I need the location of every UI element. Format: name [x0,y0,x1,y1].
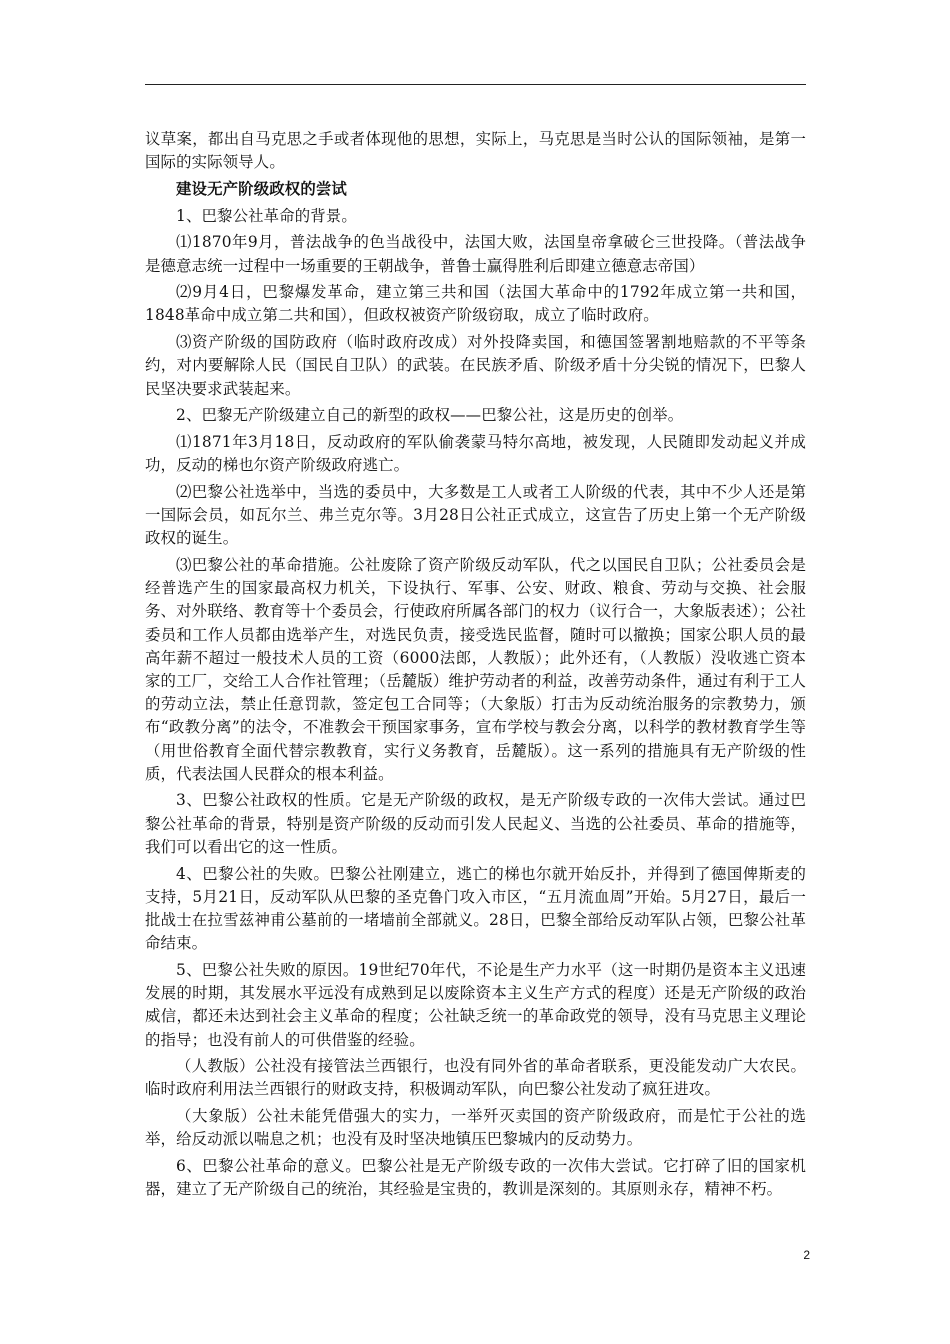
document-body [145,128,806,1205]
paragraph: ⑴1870年9月，普法战争的色当战役中，法国大败，法国皇帝拿破仑三世投降。（普法战争是德意志统一过程中一场重要的王朝战争，普鲁士赢得胜利后即建立德意志帝国） [145,233,806,275]
paragraph: 2、巴黎无产阶级建立自己的新型的政权——巴黎公社，这是历史的创举。 [176,406,684,425]
page-number: 2 [803,1248,810,1262]
paragraph-continuation: 议草案，都出自马克思之手或者体现他的思想，实际上，马克思是当时公认的国际领袖，是第一国际的实际领导人。 [145,130,806,172]
paragraph: （大象版）公社未能凭借强大的实力，一举歼灭卖国的资产阶级政府，而是忙于公社的选举，给反动派以喘息之机；也没有及时坚决地镇压巴黎城内的反动势力。 [145,1107,806,1149]
paragraph: 1、巴黎公社革命的背景。 [176,206,357,225]
paragraph: 4、巴黎公社的失败。巴黎公社刚建立，逃亡的梯也尔就开始反扑，并得到了德国俾斯麦的支持，5月21日，反动军队从巴黎的圣克鲁门攻入市区，“五月流血周”开始。5月27日，最后一批战士在拉雪兹神甫公墓前的一堵墙前全部就义。28日，巴黎全部给反动军队占领，巴黎公社革命结束。 [145,864,806,953]
paragraph: ⑶资产阶级的国防政府（临时政府改成）对外投降卖国，和德国签署割地赔款的不平等条约，对内要解除人民（国民自卫队）的武装。在民族矛盾、阶级矛盾十分尖锐的情况下，巴黎人民坚决要求武装起来。 [145,333,806,398]
paragraph: 3、巴黎公社政权的性质。它是无产阶级的政权，是无产阶级专政的一次伟大尝试。通过巴黎公社革命的背景，特别是资产阶级的反动而引发人民起义、当选的公社委员、革命的措施等，我们可以看出它的这一性质。 [145,791,806,856]
paragraph: ⑵9月4日，巴黎爆发革命，建立第三共和国（法国大革命中的1792年成立第一共和国，1848革命中成立第二共和国），但政权被资产阶级窃取，成立了临时政府。 [145,283,806,325]
section-heading: 建设无产阶级政权的尝试 [176,179,347,198]
paragraph: ⑶巴黎公社的革命措施。公社废除了资产阶级反动军队，代之以国民自卫队；公社委员会是经普选产生的国家最高权力机关，下设执行、军事、公安、财政、粮食、劳动与交换、社会服务、对外联络、教育等十个委员会，行使政府所属各部门的权力（议行合一，大象版表述）；公社委员和工作人员都由选举产生，对选民负责，接受选民监督，随时可以撤换；国家公职人员的最高年薪不超过一般技术人员的工资（6000法郎，人教版）；此外还有，（人教版）没收逃亡资本家的工厂，交给工人合作社管理；（岳麓版）维护劳动者的利益，改善劳动条件，通过有利于工人的劳动立法，禁止任意罚款，签定包工合同等；（大象版）打击为反动统治服务的宗教势力，颁布“政教分离”的法令，不准教会干预国家事务，宣布学校与教会分离，以科学的教材教育学生等（用世俗教育全面代替宗教教育，实行义务教育，岳麓版）。这一系列的措施具有无产阶级的性质，代表法国人民群众的根本利益。 [145,555,806,783]
paragraph: ⑵巴黎公社选举中，当选的委员中，大多数是工人或者工人阶级的代表，其中不少人还是第一国际会员，如瓦尔兰、弗兰克尔等。3月28日公社正式成立，这宣告了历史上第一个无产阶级政权的诞生。 [145,482,806,548]
header-rule [145,84,806,85]
paragraph: （人教版）公社没有接管法兰西银行，也没有同外省的革命者联系，更没能发动广大农民。临时政府利用法兰西银行的财政支持，积极调动军队，向巴黎公社发动了疯狂进攻。 [145,1057,806,1099]
paragraph: 6、巴黎公社革命的意义。巴黎公社是无产阶级专政的一次伟大尝试。它打碎了旧的国家机器，建立了无产阶级自己的统治，其经验是宝贵的，教训是深刻的。其原则永存，精神不朽。 [145,1157,806,1199]
paragraph: 5、巴黎公社失败的原因。19世纪70年代，不论是生产力水平（这一时期仍是资本主义迅速发展的时期，其发展水平远没有成熟到足以废除资本主义生产方式的程度）还是无产阶级的政治威信，都还未达到社会主义革命的程度；公社缺乏统一的革命政党的领导，没有马克思主义理论的指导；也没有前人的可供借鉴的经验。 [145,960,806,1049]
paragraph: ⑴1871年3月18日，反动政府的军队偷袭蒙马特尔高地，被发现，人民随即发动起义并成功，反动的梯也尔资产阶级政府逃亡。 [145,432,806,475]
